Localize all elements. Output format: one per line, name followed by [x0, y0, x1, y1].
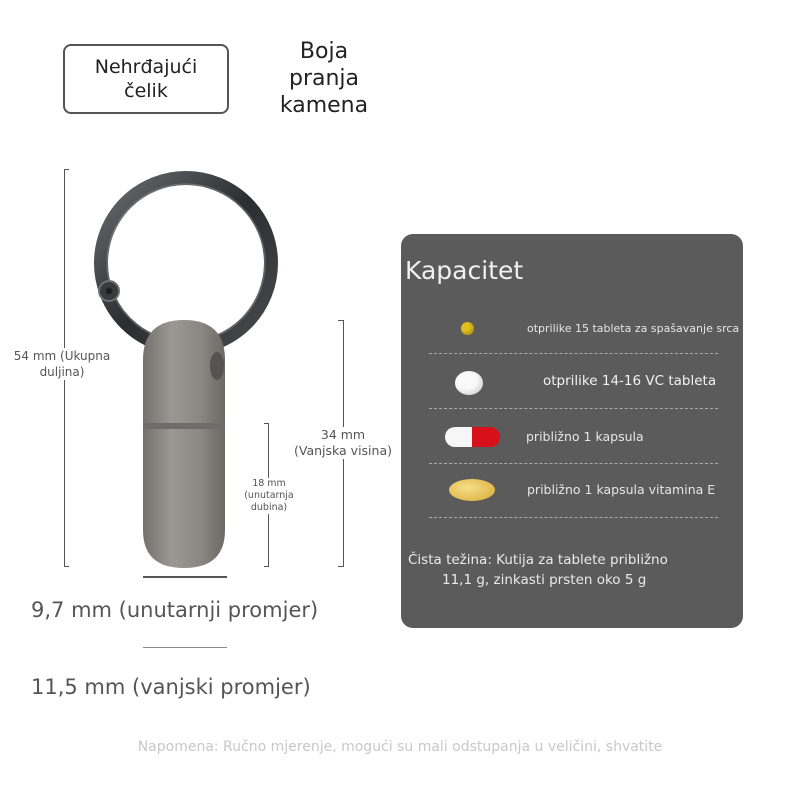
outer-diameter-label: 11,5 mm (vanjski promjer): [31, 675, 311, 699]
inner-diameter-label: 9,7 mm (unutarnji promjer): [31, 598, 319, 622]
capacity-item-4: približno 1 kapsula vitamina E: [527, 482, 716, 497]
vitamin-e-softgel-icon: [449, 479, 495, 501]
small-yellow-pill-icon: [461, 322, 474, 335]
total-length-label: 54 mm (Ukupna duljina): [3, 348, 121, 380]
tick-top: [64, 169, 69, 170]
net-weight-line-1: Čista težina: Kutija za tablete približno: [408, 552, 668, 568]
inner-diameter-line: [143, 576, 227, 578]
capacity-item-2: otprilike 14-16 VC tableta: [543, 373, 717, 389]
tick-top: [264, 423, 269, 424]
tick-bottom: [264, 566, 269, 567]
color-label: Boja pranja kamena: [279, 39, 369, 118]
outer-diameter-line: [143, 647, 227, 648]
material-label: Nehrđajući čelik: [63, 44, 229, 114]
capacity-item-1: otprilike 15 tableta za spašavanje srca: [527, 322, 740, 335]
divider: [429, 463, 718, 464]
tick-bottom: [338, 566, 344, 567]
footnote: Napomena: Ručno mjerenje, mogući su mali odstupanja u veličini, shvatite: [137, 739, 663, 755]
capacity-item-3: približno 1 kapsula: [526, 429, 644, 444]
product-illustration: [0, 0, 400, 600]
red-white-capsule-icon: [445, 427, 500, 447]
divider: [429, 517, 718, 518]
inner-depth-label: 18 mm (unutarnja dubina): [236, 478, 302, 514]
net-weight-text: [408, 550, 688, 590]
white-tablet-icon: [455, 371, 483, 395]
capacity-title: Kapacitet: [405, 256, 524, 285]
net-weight-line-2: 11,1 g, zinkasti prsten oko 5 g: [442, 572, 647, 588]
tick-top: [338, 320, 344, 321]
tick-bottom: [64, 566, 69, 567]
pill-case-icon: [143, 320, 225, 568]
divider: [429, 353, 718, 354]
divider: [429, 408, 718, 409]
outer-height-label: 34 mm (Vanjska visina): [288, 427, 398, 459]
